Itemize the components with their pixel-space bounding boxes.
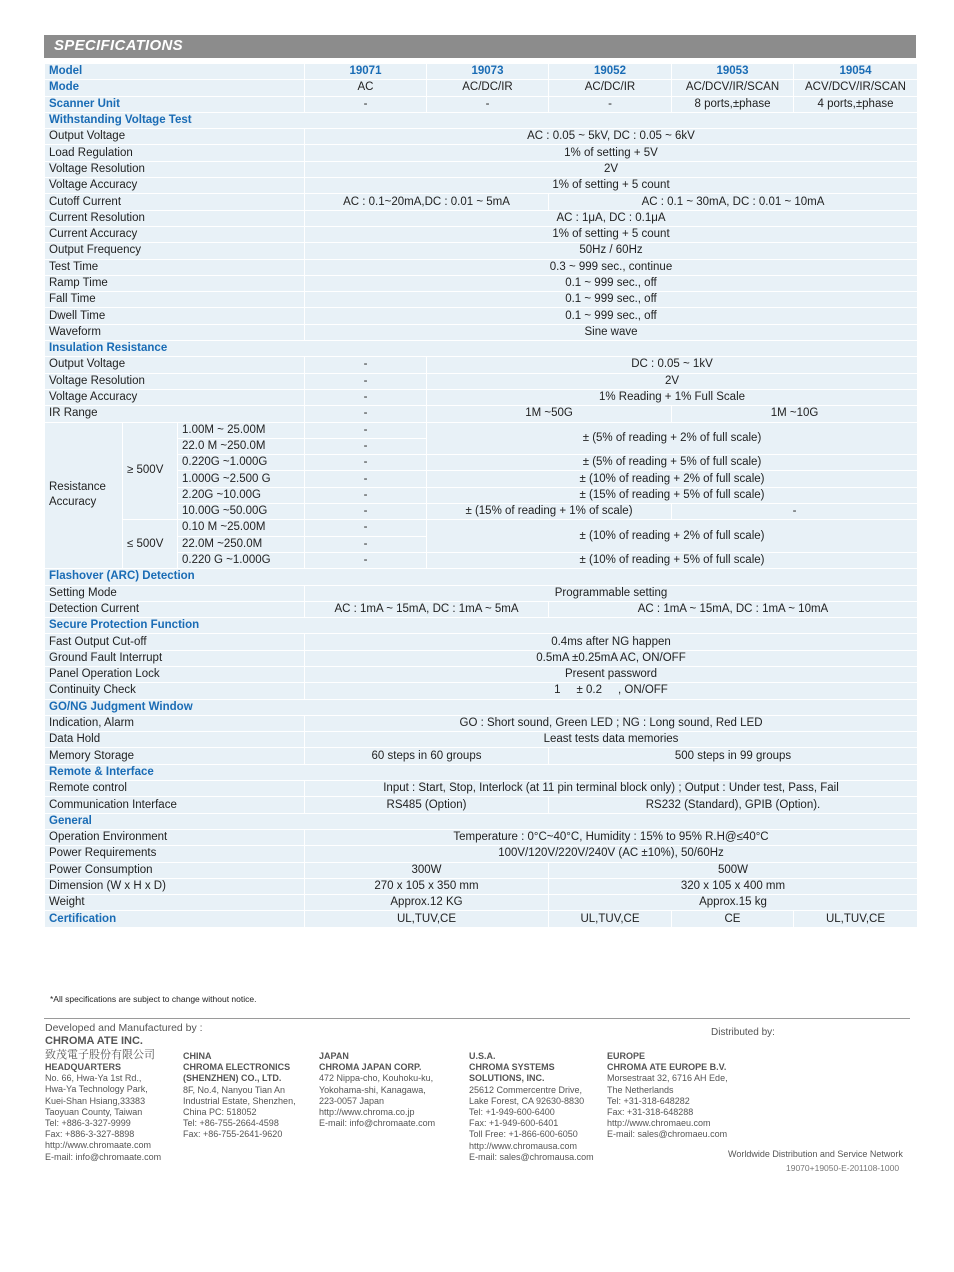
table-row <box>45 585 918 601</box>
cell: RS485 (Option) <box>305 797 549 813</box>
cell: - <box>305 504 427 520</box>
cell: AC/DC/IR <box>427 80 549 96</box>
cell: 0.1 ~ 999 sec., off <box>305 275 918 291</box>
address-line: E-mail: sales@chromaeu.com <box>607 1129 728 1140</box>
model-label: Model <box>45 64 305 80</box>
cell: ACV/DCV/IR/SCAN <box>794 80 918 96</box>
address-line: Fax: +31-318-648288 <box>607 1107 694 1118</box>
address-line: Industrial Estate, Shenzhen, <box>183 1095 296 1106</box>
specifications-banner <box>44 35 916 58</box>
address-line: E-mail: sales@chromausa.com <box>469 1151 594 1162</box>
table-row <box>45 373 918 389</box>
cell: - <box>427 96 549 112</box>
cell: ± (10% of reading + 2% of full scale) <box>427 471 918 487</box>
model-19054: 19054 <box>794 64 918 80</box>
address-line: http://www.chromaate.com <box>45 1140 152 1151</box>
row-label: Fall Time <box>45 292 305 308</box>
address-line: Tel: +886-3-327-9999 <box>45 1118 131 1129</box>
cell: - <box>305 373 427 389</box>
row-label: Panel Operation Lock <box>45 666 305 682</box>
cell: ± (5% of reading + 5% of full scale) <box>427 455 918 471</box>
table-row <box>45 634 918 650</box>
section-title: Insulation Resistance <box>45 341 918 357</box>
cell: UL,TUV,CE <box>305 911 549 927</box>
table-row <box>45 129 918 145</box>
range-cell: 0.10 M ~25.00M <box>178 520 305 536</box>
address-line: Fax: +886-3-327-8898 <box>45 1129 135 1140</box>
address-line: Tel: +86-755-2664-4598 <box>183 1118 279 1129</box>
row-label: Power Requirements <box>45 846 305 862</box>
section-header <box>45 618 918 634</box>
table-row <box>45 324 918 340</box>
cell: Least tests data memories <box>305 732 918 748</box>
range-cell: 1.00M ~ 25.00M <box>178 422 305 438</box>
row-label: Output Frequency <box>45 243 305 259</box>
certification-label: Certification <box>45 911 305 927</box>
cell: 0.3 ~ 999 sec., continue <box>305 259 918 275</box>
cell: - <box>305 357 427 373</box>
row-label: Memory Storage <box>45 748 305 764</box>
address-line: The Netherlands <box>607 1084 674 1095</box>
address-line: E-mail: info@chromaate.com <box>319 1118 436 1129</box>
table-row <box>45 194 918 210</box>
cell: Programmable setting <box>305 585 918 601</box>
cell: AC/DC/IR <box>549 80 672 96</box>
section-title: General <box>45 813 918 829</box>
cell: Temperature : 0°C~40°C, Humidity : 15% to 95% R.H@≤40°C <box>305 829 918 845</box>
cell: 500W <box>549 862 918 878</box>
cell: 0.1 ~ 999 sec., off <box>305 308 918 324</box>
table-row <box>45 846 918 862</box>
table-row <box>45 601 918 617</box>
table-row <box>45 781 918 797</box>
cell: 1% of setting + 5V <box>305 145 918 161</box>
cell: 270 x 105 x 350 mm <box>305 878 549 894</box>
row-label: Data Hold <box>45 732 305 748</box>
usa-address <box>469 1051 594 1163</box>
table-row <box>45 650 918 666</box>
address-line: 223-0057 Japan <box>319 1095 385 1106</box>
table-row <box>45 715 918 731</box>
row-label: Ground Fault Interrupt <box>45 650 305 666</box>
row-label: Operation Environment <box>45 829 305 845</box>
section-title: Secure Protection Function <box>45 618 918 634</box>
table-row <box>45 520 918 536</box>
address-line: Lake Forest, CA 92630-8830 <box>469 1095 585 1106</box>
cell: ± (15% of reading + 5% of full scale) <box>427 487 918 503</box>
table-row <box>45 64 918 80</box>
cell: 60 steps in 60 groups <box>305 748 549 764</box>
cell: - <box>305 471 427 487</box>
address-line: http://www.chromausa.com <box>469 1140 578 1151</box>
mode-label: Mode <box>45 80 305 96</box>
cell: 1% of setting + 5 count <box>305 226 918 242</box>
address-line: Hwa-Ya Technology Park, <box>45 1084 148 1095</box>
worldwide-note: Worldwide Distribution and Service Network <box>728 1149 903 1159</box>
row-label: Current Resolution <box>45 210 305 226</box>
row-label: Dwell Time <box>45 308 305 324</box>
range-cell: 0.220 G ~1.000G <box>178 552 305 568</box>
le500-label: ≤ 500V <box>123 520 178 569</box>
table-row <box>45 406 918 422</box>
table-row <box>45 389 918 405</box>
row-label: Voltage Resolution <box>45 373 305 389</box>
row-label: IR Range <box>45 406 305 422</box>
model-19073: 19073 <box>427 64 549 80</box>
address-line: 8F, No.4, Nanyou Tian An <box>183 1084 286 1095</box>
cell: Approx.12 KG <box>305 895 549 911</box>
table-row <box>45 878 918 894</box>
cell: - <box>305 389 427 405</box>
row-label: Detection Current <box>45 601 305 617</box>
hq-address <box>45 1035 161 1163</box>
office-name: CHROMA JAPAN CORP. <box>319 1062 422 1073</box>
table-row <box>45 292 918 308</box>
cell: AC : 1μA, DC : 0.1μA <box>305 210 918 226</box>
table-row <box>45 683 918 699</box>
cell: UL,TUV,CE <box>549 911 672 927</box>
cell: 100V/120V/220V/240V (AC ±10%), 50/60Hz <box>305 846 918 862</box>
cell: - <box>305 455 427 471</box>
region-title: JAPAN <box>319 1051 349 1061</box>
address-line: Kuei-Shan Hsiang,33383 <box>45 1095 146 1106</box>
row-label: Current Accuracy <box>45 226 305 242</box>
table-row <box>45 732 918 748</box>
address-line: http://www.chromaeu.com <box>607 1118 711 1129</box>
section-header <box>45 569 918 585</box>
range-cell: 10.00G ~50.00G <box>178 504 305 520</box>
section-header <box>45 112 918 128</box>
cell: 0.1 ~ 999 sec., off <box>305 292 918 308</box>
address-line: E-mail: info@chromaate.com <box>45 1151 162 1162</box>
cell: GO : Short sound, Green LED ; NG : Long sound, Red LED <box>305 715 918 731</box>
section-header <box>45 813 918 829</box>
region-title: EUROPE <box>607 1051 646 1061</box>
range-cell: 0.220G ~1.000G <box>178 455 305 471</box>
table-row <box>45 357 918 373</box>
table-row <box>45 862 918 878</box>
cell: ± (5% of reading + 2% of full scale) <box>427 422 918 455</box>
cell: 1% Reading + 1% Full Scale <box>427 389 918 405</box>
table-row <box>45 259 918 275</box>
office-name: (SHENZHEN) CO., LTD. <box>183 1073 282 1084</box>
office-name: CHROMA ATE EUROPE B.V. <box>607 1062 727 1073</box>
cell: AC <box>305 80 427 96</box>
row-label: Test Time <box>45 259 305 275</box>
region-title: U.S.A. <box>469 1051 496 1061</box>
cell: AC : 0.1 ~ 30mA, DC : 0.01 ~ 10mA <box>549 194 918 210</box>
table-row <box>45 895 918 911</box>
cell: - <box>305 96 427 112</box>
table-row <box>45 422 918 438</box>
range-cell: 1.000G ~2.500 G <box>178 471 305 487</box>
table-row <box>45 80 918 96</box>
row-label: Weight <box>45 895 305 911</box>
cell: 4 ports,±phase <box>794 96 918 112</box>
document-code: 19070+19050-E-201108-1000 <box>786 1163 900 1173</box>
row-label: Voltage Accuracy <box>45 389 305 405</box>
company-name: CHROMA ATE INC. <box>45 1035 143 1047</box>
address-line: Tel: +31-318-648282 <box>607 1095 690 1106</box>
company-name-cn: 致茂電子股份有限公司 <box>45 1049 155 1061</box>
address-line: Yokohama-shi, Kanagawa, <box>319 1084 426 1095</box>
cell: 500 steps in 99 groups <box>549 748 918 764</box>
cell: - <box>305 422 427 438</box>
cell: - <box>305 487 427 503</box>
table-row <box>45 226 918 242</box>
range-cell: 22.0M ~250.0M <box>178 536 305 552</box>
office-name: CHROMA SYSTEMS <box>469 1062 555 1073</box>
china-address <box>183 1051 296 1141</box>
cell: Input : Start, Stop, Interlock (at 11 pin terminal block only) ; Output : Under test, Pass, Fail <box>305 781 918 797</box>
table-row <box>45 829 918 845</box>
cell: ± (10% of reading + 5% of full scale) <box>427 552 918 568</box>
cell: 1M ~10G <box>672 406 918 422</box>
cell: - <box>305 406 427 422</box>
row-label: Voltage Resolution <box>45 161 305 177</box>
region-title: CHINA <box>183 1051 212 1061</box>
cell: Present password <box>305 666 918 682</box>
table-row <box>45 145 918 161</box>
address-line: Fax: +86-755-2641-9620 <box>183 1129 283 1140</box>
row-label: Voltage Accuracy <box>45 178 305 194</box>
cell: 50Hz / 60Hz <box>305 243 918 259</box>
table-row <box>45 666 918 682</box>
address-line: Tel: +1-949-600-6400 <box>469 1107 555 1118</box>
section-header <box>45 341 918 357</box>
cell: - <box>672 504 918 520</box>
section-header <box>45 699 918 715</box>
table-row <box>45 308 918 324</box>
cell: 2V <box>427 373 918 389</box>
table-row <box>45 911 918 927</box>
cell: 320 x 105 x 400 mm <box>549 878 918 894</box>
cell: - <box>305 552 427 568</box>
table-row <box>45 748 918 764</box>
cell: 1% of setting + 5 count <box>305 178 918 194</box>
address-line: China PC: 518052 <box>183 1107 257 1118</box>
cell: - <box>305 520 427 536</box>
cell: 0.4ms after NG happen <box>305 634 918 650</box>
range-cell: 22.0 M ~250.0M <box>178 438 305 454</box>
row-label: Continuity Check <box>45 683 305 699</box>
row-label: Remote control <box>45 781 305 797</box>
address-line: Taoyuan County, Taiwan <box>45 1106 143 1117</box>
row-label: Output Voltage <box>45 357 305 373</box>
cell: AC : 0.05 ~ 5kV, DC : 0.05 ~ 6kV <box>305 129 918 145</box>
cell: 1M ~50G <box>427 406 672 422</box>
address-line: Morsestraat 32, 6716 AH Ede, <box>607 1073 728 1084</box>
section-title: GO/NG Judgment Window <box>45 699 918 715</box>
row-label: Output Voltage <box>45 129 305 145</box>
europe-address <box>607 1051 728 1141</box>
office-name: CHROMA ELECTRONICS <box>183 1062 291 1073</box>
cell: 8 ports,±phase <box>672 96 794 112</box>
range-cell: 2.20G ~10.00G <box>178 487 305 503</box>
section-header <box>45 764 918 780</box>
cell: AC/DCV/IR/SCAN <box>672 80 794 96</box>
address-line: No. 66, Hwa-Ya 1st Rd., <box>45 1073 142 1084</box>
cell: CE <box>672 911 794 927</box>
row-label: Fast Output Cut-off <box>45 634 305 650</box>
table-row <box>45 243 918 259</box>
hq-title: HEADQUARTERS <box>45 1062 122 1072</box>
model-19071: 19071 <box>305 64 427 80</box>
cell: AC : 0.1~20mA,DC : 0.01 ~ 5mA <box>305 194 549 210</box>
cell: - <box>305 536 427 552</box>
resistance-accuracy-label: Resistance Accuracy <box>45 422 123 569</box>
page-title: SPECIFICATIONS <box>54 37 183 54</box>
row-label: Communication Interface <box>45 797 305 813</box>
row-label: Setting Mode <box>45 585 305 601</box>
cell: Sine wave <box>305 324 918 340</box>
cell: ± (15% of reading + 1% of scale) <box>427 504 672 520</box>
cell: AC : 1mA ~ 15mA, DC : 1mA ~ 5mA <box>305 601 549 617</box>
row-label: Waveform <box>45 324 305 340</box>
row-label: Indication, Alarm <box>45 715 305 731</box>
distributed-label: Distributed by: <box>711 1027 775 1038</box>
cell: Approx.15 kg <box>549 895 918 911</box>
row-label: Dimension (W x H x D) <box>45 878 305 894</box>
cell: - <box>305 438 427 454</box>
divider <box>44 1018 910 1019</box>
cell: ± (10% of reading + 2% of full scale) <box>427 520 918 553</box>
address-line: 472 Nippa-cho, Kouhoku-ku, <box>319 1073 434 1084</box>
scanner-label: Scanner Unit <box>45 96 305 112</box>
office-name: SOLUTIONS, INC. <box>469 1073 545 1084</box>
model-19053: 19053 <box>672 64 794 80</box>
cell: - <box>549 96 672 112</box>
address-line: 25612 Commercentre Drive, <box>469 1084 583 1095</box>
table-row <box>45 161 918 177</box>
row-label: Load Regulation <box>45 145 305 161</box>
table-row <box>45 178 918 194</box>
specifications-table <box>44 63 918 928</box>
table-row <box>45 797 918 813</box>
cell: 300W <box>305 862 549 878</box>
table-row <box>45 96 918 112</box>
cell: AC : 1mA ~ 15mA, DC : 1mA ~ 10mA <box>549 601 918 617</box>
cell: 2V <box>305 161 918 177</box>
disclaimer-note: *All specifications are subject to change without notice. <box>50 994 257 1004</box>
cell: UL,TUV,CE <box>794 911 918 927</box>
row-label: Ramp Time <box>45 275 305 291</box>
address-line: Toll Free: +1-866-600-6050 <box>469 1129 578 1140</box>
section-title: Withstanding Voltage Test <box>45 112 918 128</box>
cell: 0.5mA ±0.25mA AC, ON/OFF <box>305 650 918 666</box>
cell: RS232 (Standard), GPIB (Option). <box>549 797 918 813</box>
address-line: Fax: +1-949-600-6401 <box>469 1118 559 1129</box>
model-19052: 19052 <box>549 64 672 80</box>
cell: 1 ± 0.2 , ON/OFF <box>305 683 918 699</box>
address-line: http://www.chroma.co.jp <box>319 1107 415 1118</box>
developed-label: Developed and Manufactured by : <box>45 1022 203 1034</box>
section-title: Remote & Interface <box>45 764 918 780</box>
ge500-label: ≥ 500V <box>123 422 178 520</box>
japan-address <box>319 1051 435 1129</box>
table-row <box>45 275 918 291</box>
row-label: Cutoff Current <box>45 194 305 210</box>
cell: DC : 0.05 ~ 1kV <box>427 357 918 373</box>
section-title: Flashover (ARC) Detection <box>45 569 918 585</box>
table-row <box>45 210 918 226</box>
row-label: Power Consumption <box>45 862 305 878</box>
